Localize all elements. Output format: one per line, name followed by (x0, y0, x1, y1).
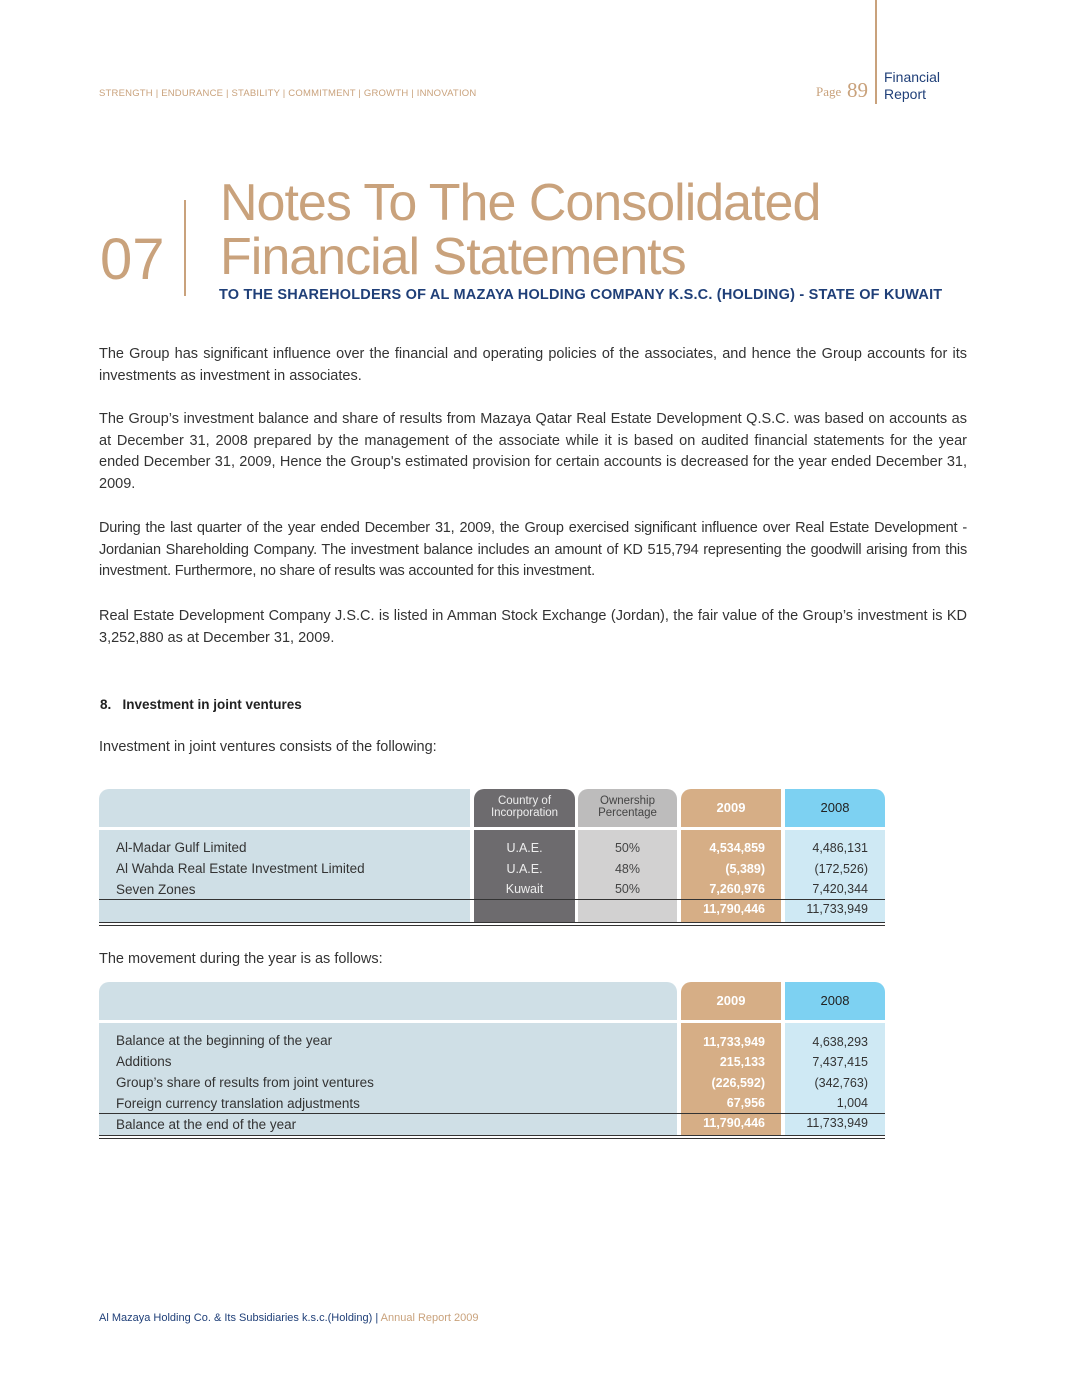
table-row-2009: 67,956 (726, 1096, 765, 1110)
col-header-2009: 2009 (681, 982, 781, 1020)
page-footer (99, 1312, 479, 1324)
movement-intro: The movement during the year is as follows: (99, 951, 383, 967)
page-label: Page (816, 84, 842, 99)
table-header-blank (99, 789, 470, 827)
table-row-2008: (342,763) (814, 1076, 868, 1090)
page-title-line2: Financial Statements (220, 228, 686, 286)
total-double-rule-top (99, 922, 885, 923)
table-row-name: Balance at the beginning of the year (116, 1033, 333, 1048)
table-row-2008: 4,486,131 (812, 841, 868, 855)
table-row-name: Seven Zones (116, 882, 196, 897)
col-header-2008: 2008 (785, 982, 885, 1020)
table-row-2009: (5,389) (725, 862, 765, 876)
paragraph-4: Real Estate Development Company J.S.C. is listed in Amman Stock Exchange (Jordan), the fair value of the Group’s investment is KD 3,252,880 as at December 31, 2009. (99, 608, 967, 646)
table-total-2009: 11,790,446 (703, 902, 765, 916)
table-row-name: Additions (116, 1054, 172, 1069)
table-total-label: Balance at the end of the year (116, 1117, 297, 1132)
col-header-2009: 2009 (681, 789, 781, 827)
table-row-2009: 7,260,976 (709, 882, 765, 896)
col-header-country-line1: Country of (497, 795, 552, 807)
page-number: 89 (847, 78, 868, 102)
subtotal-rule (99, 1113, 885, 1114)
paragraph-3: During the last quarter of the year ended December 31, 2009, the Group exercised significant influence over Real Estate Development - Jordanian Shareholding Company. The investment balance includes an amount of KD 515,794 representing the goodwill arising from this investment. Furthermore, no share of results was accounted for this investment. (99, 520, 967, 580)
total-double-rule-bottom (99, 1138, 885, 1139)
paragraph-2: The Group’s investment balance and share of results from Mazaya Qatar Real Estate Development Q.S.C. was based on accounts as at December 31, 2008 prepared by the management of the associate while it is based on audited financial statements for the year ended December 31, 2009, Hence the Group's estimated provision for certain accounts is decreased for the year ended December 31, 2009. (99, 411, 967, 492)
total-double-rule-top (99, 1135, 885, 1136)
page-title-line1: Notes To The Consolidated (220, 174, 821, 232)
col-header-country (474, 789, 575, 827)
table-row-country: U.A.E. (506, 841, 543, 855)
table-row-name: Foreign currency translation adjustments (116, 1096, 360, 1111)
footer-separator: | (375, 1312, 379, 1324)
paragraph-1: The Group has significant influence over the financial and operating policies of the associates, and hence the Group accounts for its investments as investment in associates. (99, 346, 967, 384)
chapter-divider (184, 200, 186, 296)
header-divider (875, 0, 877, 104)
table-row-2008: 7,420,344 (812, 882, 868, 896)
section-label-line2: Report (884, 86, 927, 102)
table-row-name: Al-Madar Gulf Limited (116, 840, 247, 855)
chapter-number: 07 (100, 227, 165, 292)
table-total-2008: 11,733,949 (806, 902, 868, 916)
page-subtitle: TO THE SHAREHOLDERS OF AL MAZAYA HOLDING COMPANY K.S.C. (HOLDING) - STATE OF KUWAIT (219, 287, 943, 303)
table-total-2008: 11,733,949 (806, 1116, 868, 1130)
table-row-country: Kuwait (505, 882, 544, 896)
table-row-2009: 4,534,859 (709, 841, 765, 855)
table-total-2009: 11,790,446 (703, 1116, 765, 1130)
section-intro: Investment in joint ventures consists of the following: (99, 739, 437, 755)
col-header-2008: 2008 (785, 789, 885, 827)
table-row-name: Al Wahda Real Estate Investment Limited (116, 861, 365, 876)
footer-report: Annual Report 2009 (380, 1312, 479, 1324)
total-double-rule-bottom (99, 925, 885, 926)
table-row-name: Group’s share of results from joint ventures (116, 1075, 374, 1090)
table-row-percentage: 50% (614, 841, 641, 855)
col-header-ownership (578, 789, 677, 827)
col-header-ownership-line1: Ownership (600, 795, 655, 807)
table-row-percentage: 48% (614, 862, 641, 876)
table-row-2009: (226,592) (711, 1076, 765, 1090)
table-row-percentage: 50% (614, 882, 641, 896)
col-header-country-line2: Incorporation (490, 807, 559, 819)
table-row-country: U.A.E. (506, 862, 543, 876)
table-row-2008: (172,526) (814, 862, 868, 876)
section-heading: 8. Investment in joint ventures (100, 697, 302, 712)
section-label-line1: Financial (884, 69, 941, 85)
footer-company: Al Mazaya Holding Co. & Its Subsidiaries k.s.c.(Holding) (99, 1312, 373, 1324)
table-row-2008: 4,638,293 (812, 1035, 868, 1049)
table-header-blank (99, 982, 677, 1020)
table-row-2008: 1,004 (836, 1096, 868, 1110)
header-tagline: STRENGTH | ENDURANCE | STABILITY | COMMITMENT | GROWTH | INNOVATION (99, 88, 477, 99)
subtotal-rule (99, 899, 885, 900)
col-header-ownership-line2: Percentage (598, 807, 657, 819)
table-row-2008: 7,437,415 (812, 1055, 868, 1069)
table-row-2009: 11,733,949 (703, 1035, 765, 1049)
table-row-2009: 215,133 (719, 1055, 765, 1069)
